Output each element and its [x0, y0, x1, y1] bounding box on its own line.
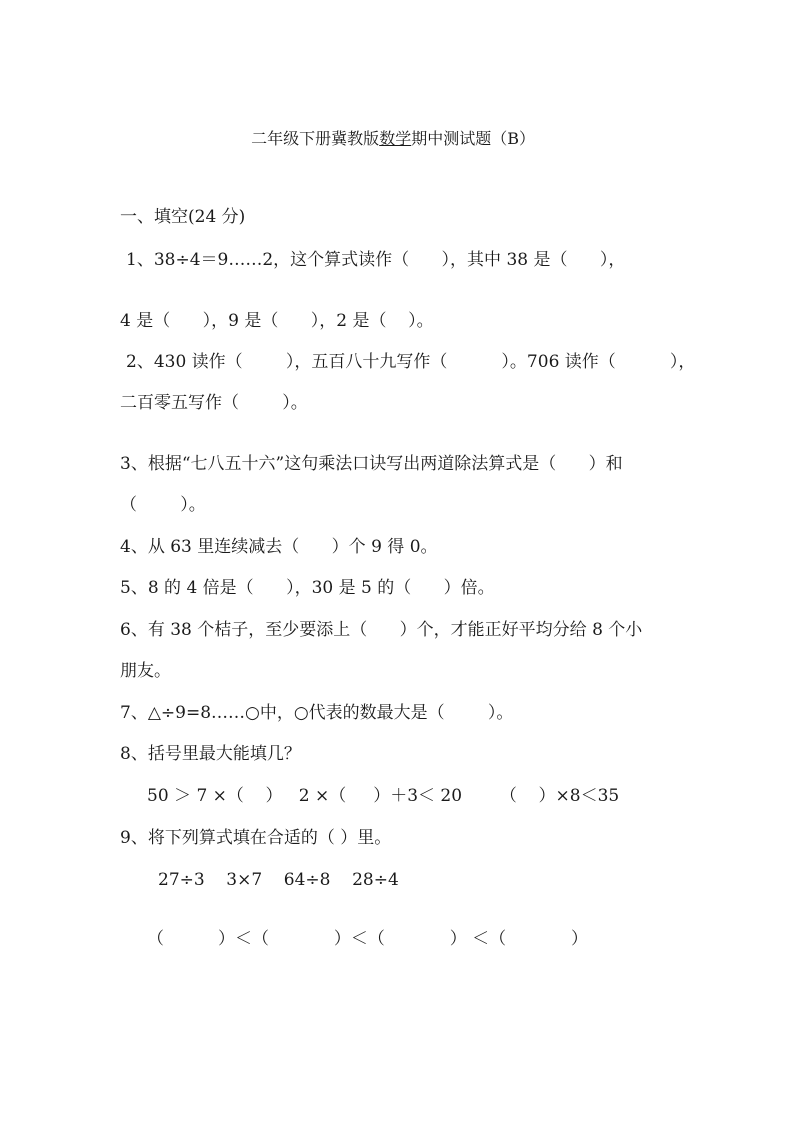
title-underlined: 数学	[379, 129, 412, 148]
question-8: 8、括号里最大能填几？	[120, 744, 301, 764]
question-9-expressions: 27÷3 3×7 64÷8 28÷4	[158, 870, 399, 890]
question-1-line-2: 4 是（ ），9 是（ ），2 是（ ）。	[120, 311, 434, 331]
question-3-line-2: （ ）。	[120, 495, 206, 515]
question-8-expressions: 50 ＞ 7 ×（ ） 2 ×（ ）＋3＜ 20 （ ）×8＜35	[147, 786, 620, 806]
question-2-line-2: 二百零五写作（ ）。	[120, 393, 308, 413]
question-6-line-2: 朋友。	[120, 661, 171, 681]
title-pre: 二年级下册冀教版	[251, 129, 380, 148]
question-9-order-blanks: （ ）＜（ ）＜（ ） ＜（ ）	[147, 929, 588, 949]
question-9: 9、将下列算式填在合适的（ ）里。	[120, 828, 392, 848]
question-4: 4、从 63 里连续减去（ ）个 9 得 0。	[120, 537, 438, 557]
section-heading: 一、填空(24 分)	[120, 207, 246, 227]
question-5: 5、8 的 4 倍是（ ），30 是 5 的（ ）倍。	[120, 578, 495, 598]
question-6-line-1: 6、有 38 个桔子，至少要添上（ ）个，才能正好平均分给 8 个小	[120, 620, 643, 640]
question-1-line-1: 1、38÷4＝9……2，这个算式读作（ ），其中 38 是（ ），	[126, 250, 626, 270]
page-title	[241, 106, 535, 150]
question-3-line-1: 3、根据“七八五十六”这句乘法口诀写出两道除法算式是（ ）和	[120, 454, 623, 474]
title-post: 期中测试题（B）	[411, 129, 535, 148]
question-2-line-1: 2、430 读作（ ），五百八十九写作（ ）。706 读作（ ），	[126, 352, 696, 372]
question-7: 7、△÷9=8……○中，○代表的数最大是（ ）。	[120, 703, 514, 723]
